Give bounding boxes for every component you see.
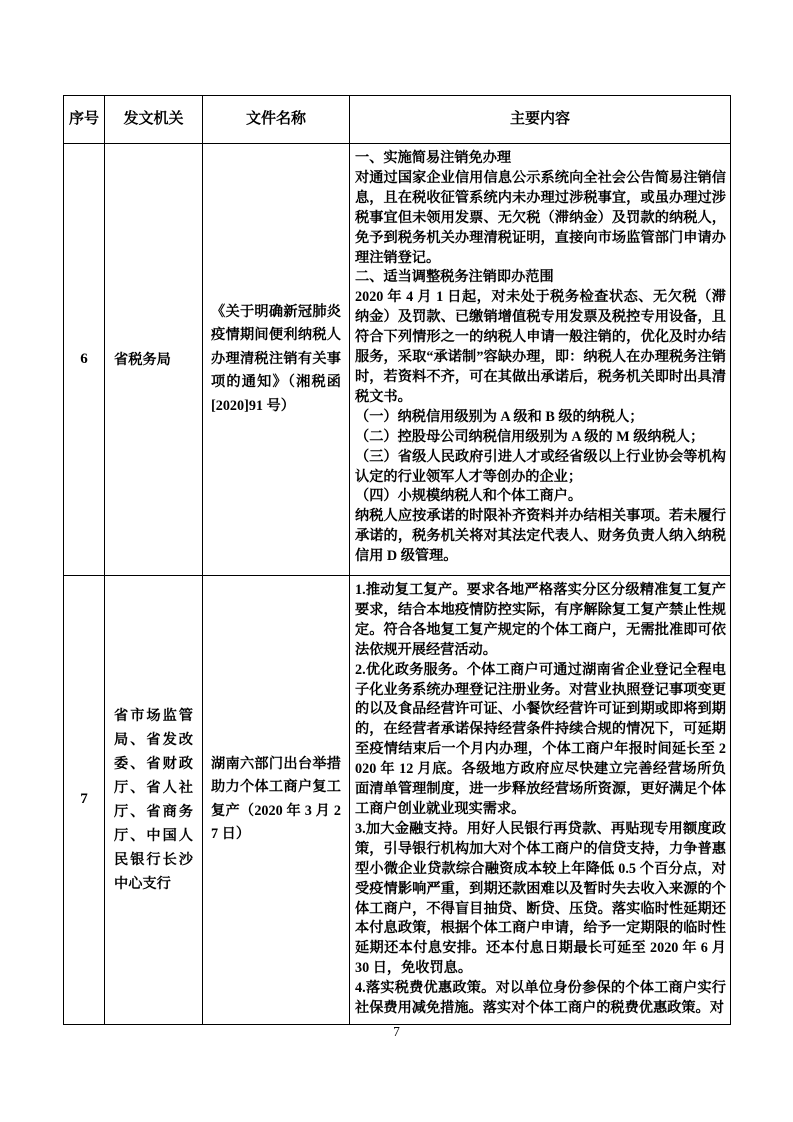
header-main-content: 主要内容 [350,96,731,144]
content-paragraph: 1.推动复工复产。要求各地严格落实分区分级精准复工复产要求，结合本地疫情防控实际，有序解除复工复产禁止性规定。符合各地复工复产规定的个体工商户，无需批准即可依法依规开展经营活动。 [355,582,726,658]
content-paragraph: （三）省级人民政府引进人才或经省级以上行业协会等机构认定的行业领军人才等创办的企业； [355,448,726,485]
row-serial-number: 6 [64,144,105,576]
page-number: 7 [393,1024,400,1039]
table-row [64,144,731,576]
document-title: 湖南六部门出台举措助力个体工商户复工复产（2020 年 3 月 27 日） [203,576,350,1025]
content-paragraph: （一）纳税信用级别为 A 级和 B 级的纳税人； [355,408,644,425]
table-row [64,576,731,1025]
content-paragraph: （二）控股母公司纳税信用级别为 A 级的 M 级纳税人； [355,428,705,445]
content-paragraph: 纳税人应按承诺的时限补齐资料并办结相关事项。若未履行承诺的，税务机关将对其法定代表人、财务负责人纳入纳税信用 D 级管理。 [355,508,726,565]
issuing-agency: 省税务局 [105,144,203,576]
header-document-name: 文件名称 [203,96,350,144]
policy-documents-table [63,95,731,1025]
row-serial-number: 7 [64,576,105,1025]
content-paragraph: 2020 年 4 月 1 日起，对未处于税务检查状态、无欠税（滞纳金）及罚款、已缴销增值税专用发票及税控专用设备，且符合下列情形之一的纳税人申请一般注销的，优化及时办结服务，采取“承诺制”容缺办理，即：纳税人在办理税务注销时，若资料不齐，可在其做出承诺后，税务机关即时出具清税文书。 [355,289,726,405]
content-paragraph: 一、实施简易注销免办理 [355,150,512,166]
table-header-row [64,96,731,144]
content-paragraph: （四）小规模纳税人和个体工商户。 [355,488,583,505]
content-paragraph: 对通过国家企业信用信息公示系统向全社会公告简易注销信息，且在税收征管系统内未办理过涉税事宜，或虽办理过涉税事宜但未领用发票、无欠税（滞纳金）及罚款的纳税人，免予到税务机关办理清税证明，直接向市场监管部门申请办理注销登记。 [355,169,726,266]
document-title: 《关于明确新冠肺炎疫情期间便利纳税人办理清税注销有关事项的通知》（湘税函[2020]91 号） [203,144,350,576]
issuing-agency: 省市场监管局、省发改委、省财政厅、省人社厅、省商务厅、中国人民银行长沙中心支行 [105,576,203,1025]
main-content-cell [350,144,731,576]
content-paragraph: 4.落实税费优惠政策。对以单位身份参保的个体工商户实行社保费用减免措施。落实对个体工商户的税费优惠政策。对 [355,980,726,1017]
content-paragraph: 3.加大金融支持。用好人民银行再贷款、再贴现专用额度政策，引导银行机构加大对个体工商户的信贷支持，力争普惠型小微企业贷款综合融资成本较上年降低 0.5 个百分点，对受疫情影响严重，到期还款困难以及暂时失去收入来源的个体工商户，不得盲目抽贷、断贷、压贷。落实临时性延期还本付息政策，根据个体工商户申请，给予一定期限的临时性延期还本付息安排。还本付息日期最长可延至 2020 年 6 月 30 日，免收罚息。 [355,820,726,977]
content-paragraph: 2.优化政务服务。个体工商户可通过湖南省企业登记全程电子化业务系统办理登记注册业务。对营业执照登记事项变更的以及食品经营许可证、小餐饮经营许可证到期或即将到期的，在经营者承诺保持经营条件持续合规的情况下，可延期至疫情结束后一个月内办理，个体工商户年报时间延长至 2020 年 12 月底。各级地方政府应尽快建立完善经营场所负面清单管理制度，进一步释放经营场所资源，更好满足个体工商户创业就业现实需求。 [355,661,726,817]
header-serial-number: 序号 [64,96,105,144]
header-issuing-agency: 发文机关 [105,96,203,144]
content-paragraph: 二、适当调整税务注销即办范围 [355,269,554,286]
main-content-cell [350,576,731,1025]
